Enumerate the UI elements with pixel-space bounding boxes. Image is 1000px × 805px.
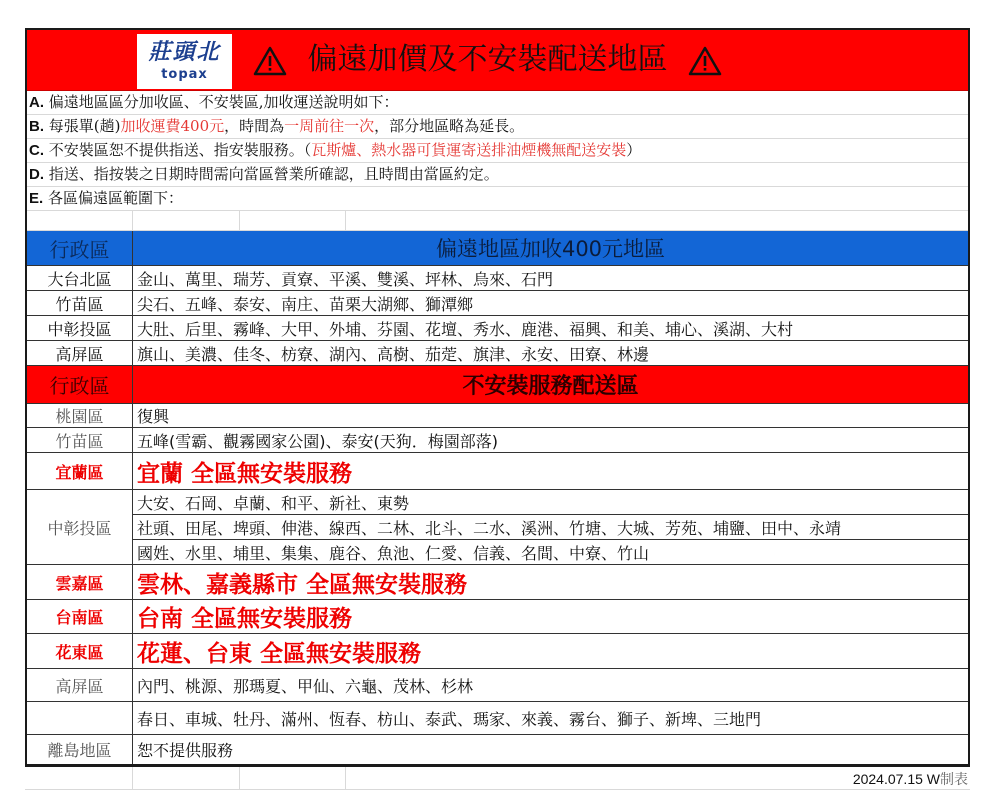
areas-cell: 大安、石岡、卓蘭、和平、新社、東勢 bbox=[133, 490, 968, 515]
blank-row bbox=[27, 211, 968, 231]
shipping-notice-sheet bbox=[25, 28, 970, 790]
footer-date: 2024.07.15 W bbox=[852, 771, 940, 787]
areas-cell: 金山、萬里、瑞芳、貢寮、平溪、雙溪、坪林、烏來、石門 bbox=[137, 269, 554, 289]
note-key: C. bbox=[29, 142, 44, 159]
column-header-areas: 偏遠地區加收400元地區 bbox=[435, 237, 666, 261]
region-cell: 中彰投區 bbox=[27, 316, 133, 340]
region-cell: 大台北區 bbox=[27, 266, 133, 290]
areas-cell: 台南 全區無安裝服務 bbox=[137, 606, 353, 632]
region-cell: 高屏區 bbox=[27, 341, 133, 365]
areas-cell: 恕不提供服務 bbox=[137, 741, 234, 760]
region-cell: 離島地區 bbox=[27, 735, 133, 764]
footer-signature bbox=[853, 769, 968, 789]
warning-triangle-icon bbox=[252, 45, 288, 77]
region-cell: 雲嘉區 bbox=[27, 565, 133, 599]
region-cell: 高屏區 bbox=[27, 669, 133, 701]
note-highlight: 一周前往一次 bbox=[284, 117, 375, 135]
areas-cell: 尖石、五峰、泰安、南庄、苗栗大湖鄉、獅潭鄉 bbox=[137, 294, 474, 314]
region-cell: 中彰投區 bbox=[27, 490, 133, 564]
areas-cell: 內門、桃源、那瑪夏、甲仙、六龜、茂林、杉林 bbox=[137, 676, 474, 696]
column-header-region: 行政區 bbox=[27, 231, 133, 265]
note-key: D. bbox=[29, 166, 44, 183]
table-row bbox=[27, 634, 968, 669]
gridline bbox=[239, 767, 240, 789]
note-b bbox=[27, 115, 968, 139]
table-row bbox=[27, 266, 968, 291]
table-row bbox=[27, 565, 968, 600]
areas-cell: 春日、車城、牡丹、滿州、恆春、枋山、泰武、瑪家、來義、霧台、獅子、新埤、三地門 bbox=[137, 709, 762, 729]
surcharge-header bbox=[27, 231, 968, 266]
table-row bbox=[27, 453, 968, 490]
note-highlight: 加收運費400元 bbox=[120, 117, 225, 135]
note-text: ） bbox=[626, 141, 642, 159]
topax-logo bbox=[137, 34, 232, 89]
table-row-group bbox=[27, 490, 968, 565]
note-key: E. bbox=[29, 190, 44, 207]
table-row bbox=[27, 702, 968, 735]
table-row bbox=[27, 735, 968, 764]
note-c bbox=[27, 139, 968, 163]
gridline bbox=[345, 767, 346, 789]
region-cell: 桃園區 bbox=[27, 404, 133, 427]
areas-cell: 雲林、嘉義縣市 全區無安裝服務 bbox=[137, 571, 468, 598]
region-cell: 花東區 bbox=[27, 634, 133, 668]
gridline bbox=[239, 211, 240, 230]
note-highlight: 瓦斯爐、熱水器可貨運寄送排油煙機無配送安裝 bbox=[311, 141, 627, 159]
page-title bbox=[252, 38, 723, 82]
table-row bbox=[27, 316, 968, 341]
areas-cell: 大肚、后里、霧峰、大甲、外埔、芬園、花壇、秀水、鹿港、福興、和美、埔心、溪湖、大村 bbox=[137, 319, 794, 339]
region-cell-empty bbox=[27, 702, 133, 734]
note-a bbox=[27, 91, 968, 115]
note-key: B. bbox=[29, 118, 44, 135]
column-header-areas: 不安裝服務配送區 bbox=[462, 374, 639, 399]
areas-cell: 花蓮、台東 全區無安裝服務 bbox=[137, 640, 422, 667]
note-text: ，時間為 bbox=[224, 117, 285, 135]
gridline bbox=[132, 767, 133, 789]
note-e bbox=[27, 187, 968, 211]
region-cell: 台南區 bbox=[27, 600, 133, 633]
logo-english: topax bbox=[161, 67, 208, 82]
areas-cell: 旗山、美濃、佳冬、枋寮、湖內、高樹、茄萣、旗津、永安、田寮、林邊 bbox=[137, 344, 650, 364]
region-cell: 宜蘭區 bbox=[27, 453, 133, 489]
areas-cell: 社頭、田尾、埤頭、伸港、線西、二林、北斗、二水、溪洲、竹塘、大城、芳苑、埔鹽、田中、永靖 bbox=[133, 515, 968, 540]
note-text: 偏遠地區區分加收區、不安裝區,加收運送說明如下： bbox=[44, 93, 399, 111]
note-text: 不安裝區恕不提供指送、指安裝服務。（ bbox=[44, 141, 312, 159]
table-row bbox=[27, 291, 968, 316]
warning-triangle-icon bbox=[687, 45, 723, 77]
no-install-header bbox=[27, 366, 968, 404]
title-text: 偏遠加價及不安裝配送地區 bbox=[307, 42, 668, 77]
region-cell: 竹苗區 bbox=[27, 428, 133, 452]
column-header-region: 行政區 bbox=[27, 366, 133, 403]
table-row bbox=[27, 428, 968, 453]
note-key: A. bbox=[29, 94, 44, 111]
footer-suffix: 制表 bbox=[940, 772, 968, 788]
gridline bbox=[345, 211, 346, 230]
note-text: 指送、指按裝之日期時間需向當區營業所確認，且時間由當區約定。 bbox=[44, 165, 499, 183]
table-row bbox=[27, 404, 968, 428]
table-row bbox=[27, 600, 968, 634]
logo-chinese: 莊頭北 bbox=[148, 39, 221, 65]
areas-cell: 復興 bbox=[137, 407, 170, 426]
areas-cell: 國姓、水里、埔里、集集、鹿谷、魚池、仁愛、信義、名間、中寮、竹山 bbox=[137, 543, 650, 563]
title-banner bbox=[27, 30, 968, 91]
areas-stack bbox=[133, 490, 968, 564]
region-cell: 竹苗區 bbox=[27, 291, 133, 315]
note-text: 各區偏遠區範圍下： bbox=[43, 189, 183, 207]
note-d bbox=[27, 163, 968, 187]
areas-cell: 宜蘭 全區無安裝服務 bbox=[137, 460, 353, 487]
areas-cell: 五峰(雪霸、觀霧國家公園)、泰安(天狗．梅園部落) bbox=[137, 431, 498, 451]
note-text: 每張單(趟) bbox=[44, 117, 121, 135]
gridline bbox=[132, 211, 133, 230]
note-text: ，部分地區略為延長。 bbox=[374, 117, 525, 135]
notice-table bbox=[25, 28, 970, 767]
table-row bbox=[27, 669, 968, 702]
table-row bbox=[27, 341, 968, 366]
footer-row bbox=[25, 767, 970, 790]
